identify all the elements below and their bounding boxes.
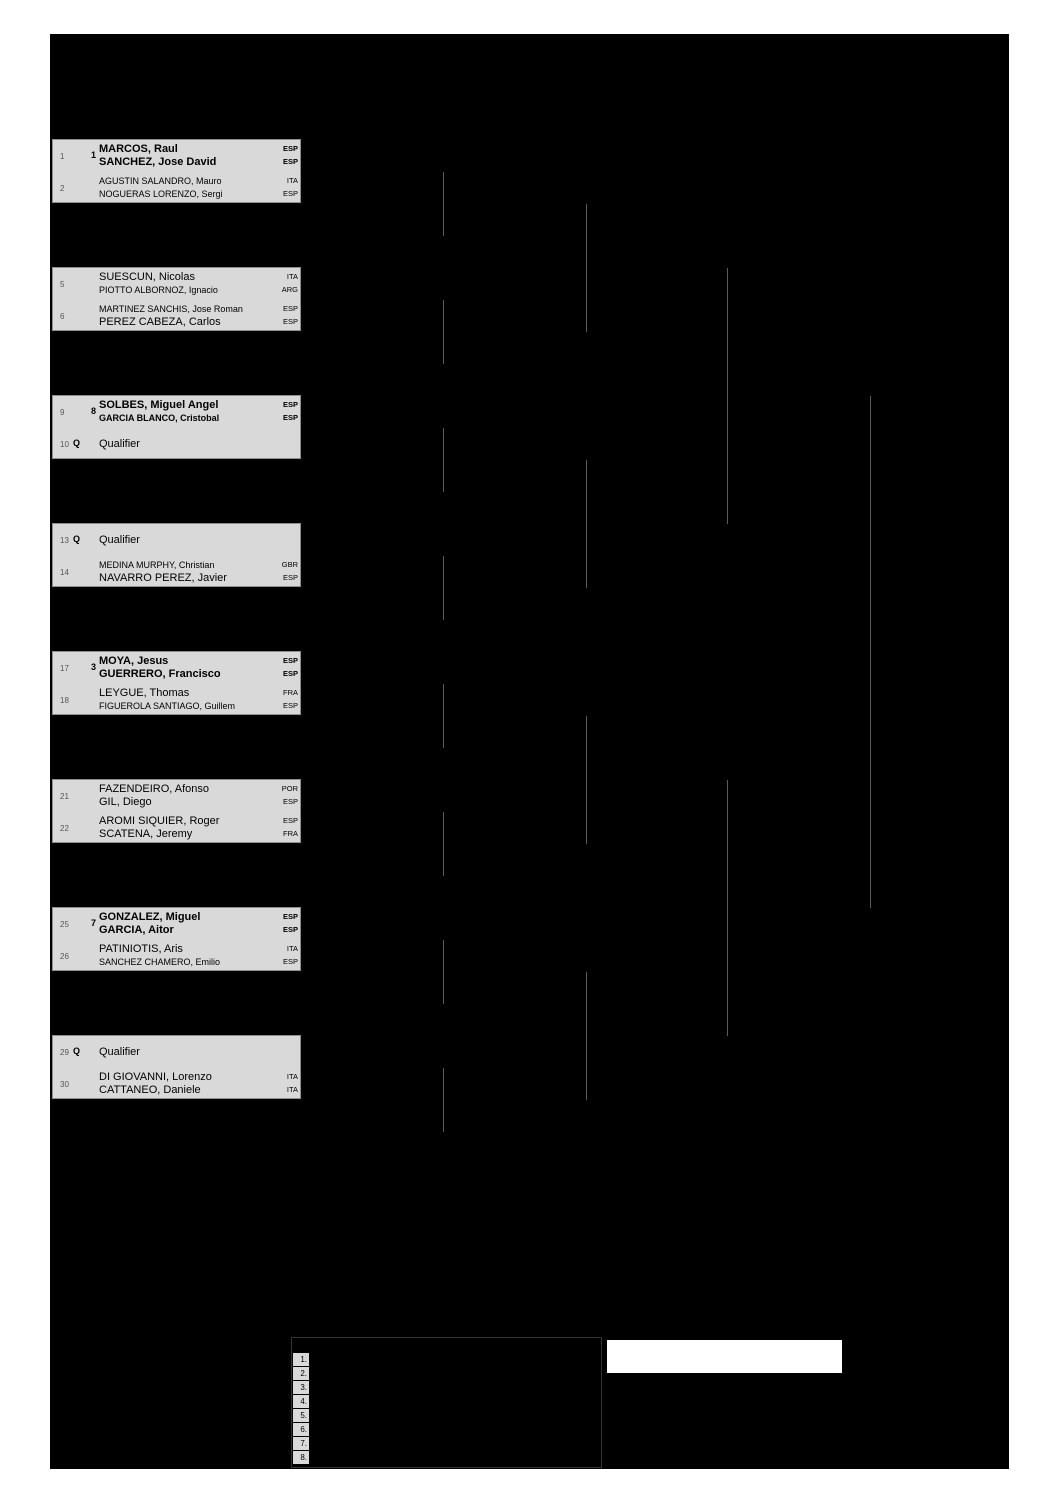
- bracket-line: [586, 716, 587, 844]
- player-nation: ESP: [282, 413, 298, 422]
- draw-number: 14: [60, 568, 69, 577]
- player-name: AROMI SIQUIER, Roger: [99, 815, 220, 827]
- draw-number: 18: [60, 696, 69, 705]
- player-nation: FRA: [283, 688, 298, 697]
- player-nation: ESP: [282, 157, 298, 166]
- player-nation: ESP: [282, 304, 298, 313]
- draw-position: [53, 940, 300, 972]
- draw-number: 13: [60, 536, 69, 545]
- draw-position: [53, 780, 300, 812]
- bracket-line: [443, 172, 444, 236]
- player-nation: ESP: [282, 816, 298, 825]
- seed-label: Q: [73, 534, 81, 544]
- player-name: PEREZ CABEZA, Carlos: [99, 316, 221, 328]
- draw-number: 17: [60, 664, 69, 673]
- player-nation: ESP: [282, 317, 298, 326]
- player-nation: ESP: [282, 400, 298, 409]
- bracket-line: [586, 972, 587, 1100]
- draw-number: 10: [60, 440, 69, 449]
- match-entry: [52, 779, 301, 843]
- draw-number: 5: [60, 280, 65, 289]
- match-entry: [52, 651, 301, 715]
- seed-list-row: 6.: [293, 1423, 309, 1436]
- player-nation: FRA: [283, 829, 298, 838]
- player-name: GARCIA BLANCO, Cristobal: [99, 413, 220, 423]
- seed-list-row: 1.: [293, 1353, 309, 1366]
- player-name: SANCHEZ CHAMERO, Emilio: [99, 957, 221, 967]
- seed-list-row: 5.: [293, 1409, 309, 1422]
- draw-position: [53, 300, 300, 332]
- player-nation: ITA: [286, 944, 298, 953]
- match-entry: [52, 139, 301, 203]
- seed-list-row: 4.: [293, 1395, 309, 1408]
- seeded-players-table: [291, 1337, 602, 1468]
- draw-position: [53, 556, 300, 588]
- match-entry: [52, 267, 301, 331]
- match-entry: [52, 395, 301, 459]
- player-nation: GBR: [281, 560, 298, 569]
- bracket-line: [586, 460, 587, 588]
- draw-position: [53, 428, 300, 460]
- seed-label: Q: [73, 1046, 81, 1056]
- player-name: LEYGUE, Thomas: [99, 687, 190, 699]
- player-nation: ARG: [281, 285, 298, 294]
- player-name: MEDINA MURPHY, Christian: [99, 560, 215, 570]
- player-nation: ITA: [286, 272, 298, 281]
- bracket-line: [443, 556, 444, 620]
- bracket-line: [443, 940, 444, 1004]
- player-nation: ESP: [282, 144, 298, 153]
- match-entry: [52, 1035, 301, 1099]
- player-nation: ESP: [282, 189, 298, 198]
- draw-position: [53, 1036, 300, 1068]
- bracket-line: [727, 780, 728, 1036]
- draw-number: 1: [60, 152, 65, 161]
- player-nation: POR: [281, 784, 298, 793]
- bracket-line: [870, 396, 871, 908]
- player-name: GUERRERO, Francisco: [99, 668, 221, 680]
- draw-position: [53, 908, 300, 940]
- seed-number: 3: [91, 662, 97, 672]
- player-nation: ESP: [282, 925, 298, 934]
- signature-box: [607, 1340, 842, 1373]
- bracket-line: [727, 268, 728, 524]
- draw-sheet: [50, 34, 1009, 1469]
- draw-position: [53, 812, 300, 844]
- match-entry: [52, 907, 301, 971]
- draw-number: 9: [60, 408, 65, 417]
- qualifier-label: Qualifier: [99, 438, 140, 450]
- player-name: NAVARRO PEREZ, Javier: [99, 572, 227, 584]
- player-name: GIL, Diego: [99, 796, 152, 808]
- player-name: GARCIA, Aitor: [99, 924, 174, 936]
- draw-number: 22: [60, 824, 69, 833]
- player-nation: ESP: [282, 797, 298, 806]
- match-entry: [52, 523, 301, 587]
- bracket-line: [443, 812, 444, 876]
- bracket-line: [443, 684, 444, 748]
- player-nation: ITA: [286, 1072, 298, 1081]
- player-name: MOYA, Jesus: [99, 655, 169, 667]
- player-name: AGUSTIN SALANDRO, Mauro: [99, 176, 222, 186]
- player-nation: ESP: [282, 656, 298, 665]
- player-name: SANCHEZ, Jose David: [99, 156, 217, 168]
- player-name: NOGUERAS LORENZO, Sergi: [99, 189, 223, 199]
- bracket-line: [443, 428, 444, 492]
- player-name: PATINIOTIS, Aris: [99, 943, 183, 955]
- qualifier-label: Qualifier: [99, 1046, 140, 1058]
- draw-number: 2: [60, 184, 65, 193]
- seed-number: 7: [91, 918, 97, 928]
- player-name: FAZENDEIRO, Afonso: [99, 783, 210, 795]
- draw-number: 6: [60, 312, 65, 321]
- player-name: CATTANEO, Daniele: [99, 1084, 201, 1096]
- seed-list-row: 8.: [293, 1451, 309, 1464]
- player-nation: ITA: [286, 176, 298, 185]
- bracket-line: [586, 204, 587, 332]
- seed-list-row: 7.: [293, 1437, 309, 1450]
- player-name: SCATENA, Jeremy: [99, 828, 193, 840]
- seed-number: 1: [91, 150, 97, 160]
- draw-number: 30: [60, 1080, 69, 1089]
- player-nation: ESP: [282, 669, 298, 678]
- draw-position: [53, 172, 300, 204]
- player-name: PIOTTO ALBORNOZ, Ignacio: [99, 285, 218, 295]
- player-name: MARTINEZ SANCHIS, Jose Roman: [99, 304, 243, 314]
- draw-number: 21: [60, 792, 69, 801]
- player-name: SOLBES, Miguel Angel: [99, 399, 219, 411]
- draw-position: [53, 268, 300, 300]
- player-name: SUESCUN, Nicolas: [99, 271, 195, 283]
- player-nation: ESP: [282, 957, 298, 966]
- draw-position: [53, 140, 300, 172]
- player-name: FIGUEROLA SANTIAGO, Guillem: [99, 701, 236, 711]
- qualifier-label: Qualifier: [99, 534, 140, 546]
- bracket-line: [443, 1068, 444, 1132]
- draw-position: [53, 684, 300, 716]
- seed-list-row: 2.: [293, 1367, 309, 1380]
- bracket-line: [443, 300, 444, 364]
- player-name: MARCOS, Raul: [99, 143, 178, 155]
- draw-position: [53, 1068, 300, 1100]
- draw-number: 26: [60, 952, 69, 961]
- seed-label: Q: [73, 438, 81, 448]
- player-name: DI GIOVANNI, Lorenzo: [99, 1071, 212, 1083]
- player-nation: ESP: [282, 912, 298, 921]
- player-nation: ESP: [282, 573, 298, 582]
- draw-position: [53, 524, 300, 556]
- seed-list-row: 3.: [293, 1381, 309, 1394]
- player-nation: ESP: [282, 701, 298, 710]
- seed-number: 8: [91, 406, 97, 416]
- player-name: GONZALEZ, Miguel: [99, 911, 201, 923]
- draw-position: [53, 396, 300, 428]
- draw-position: [53, 652, 300, 684]
- draw-number: 25: [60, 920, 69, 929]
- draw-number: 29: [60, 1048, 69, 1057]
- player-nation: ITA: [286, 1085, 298, 1094]
